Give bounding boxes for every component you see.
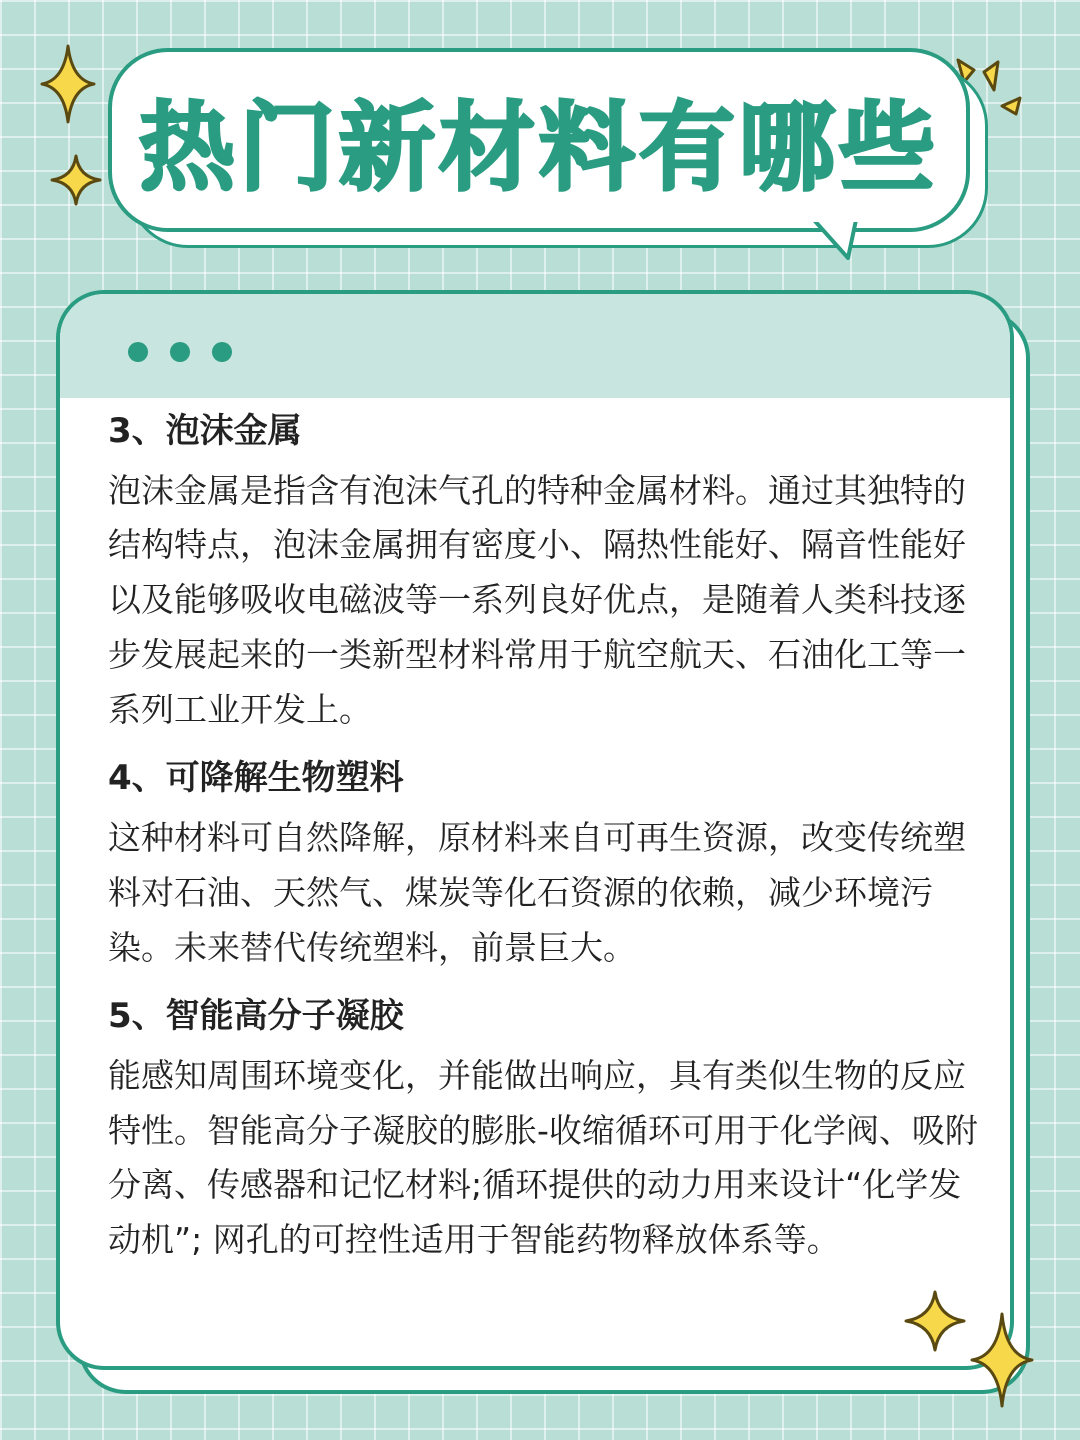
section-heading: 4、可降解生物塑料 bbox=[108, 758, 404, 799]
window-dot bbox=[212, 342, 232, 362]
sparkle-icon bbox=[40, 44, 96, 124]
sparkle-icon bbox=[904, 1290, 966, 1352]
sparkle-icon bbox=[50, 154, 102, 206]
content-card bbox=[56, 290, 1014, 1370]
sparkle-icon bbox=[970, 1312, 1034, 1408]
card-content bbox=[108, 408, 980, 1286]
title-bubble bbox=[108, 48, 970, 232]
window-dot bbox=[170, 342, 190, 362]
section-heading: 3、泡沫金属 bbox=[108, 411, 302, 451]
card-header bbox=[60, 294, 1010, 398]
section-heading: 5、智能高分子凝胶 bbox=[108, 996, 404, 1037]
section-body: 这种材料可自然降解，原材料来自可再生资源，改变传统塑料对石油、天然气、煤炭等化石资源的依赖，减少环境污染。未来替代传统塑料，前景巨大。 bbox=[108, 818, 966, 967]
speech-tail bbox=[812, 214, 860, 262]
window-dot bbox=[128, 342, 148, 362]
section-body: 泡沫金属是指含有泡沫气孔的特种金属材料。通过其独特的结构特点，泡沫金属拥有密度小、隔热性能好、隔音性能好以及能够吸收电磁波等一系列良好优点，是随着人类科技逐步发展起来的一类新型材料常用于航空航天、石油化工等一系列工业开发上。 bbox=[108, 470, 966, 729]
section-body: 能感知周围环境变化，并能做出响应，具有类似生物的反应特性。智能高分子凝胶的膨胀-收缩循环可用于化学阀、吸附分离、传感器和记忆材料;循环提供的动力用来设计“化学发动机”; 网孔的可控性适用于智能药物释放体系等。 bbox=[108, 1055, 978, 1260]
page-title: 热门新材料有哪些 bbox=[139, 91, 939, 204]
